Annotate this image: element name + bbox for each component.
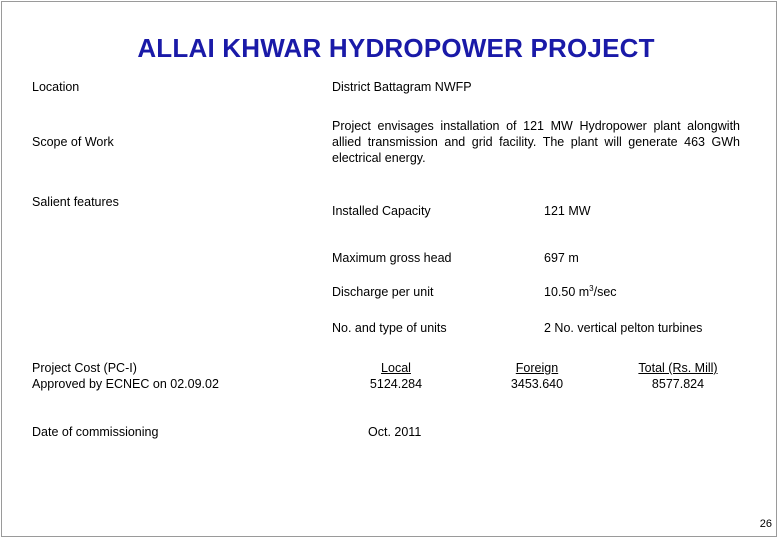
location-label: Location <box>32 80 80 94</box>
installed-capacity-value: 121 MW <box>544 204 591 218</box>
gross-head-label: Maximum gross head <box>332 251 452 265</box>
installed-capacity-label: Installed Capacity <box>332 204 431 218</box>
cost-foreign-heading: Foreign <box>515 361 559 375</box>
page-number: 26 <box>759 518 772 530</box>
discharge-value <box>544 284 617 300</box>
commissioning-label: Date of commissioning <box>32 425 159 439</box>
discharge-label: Discharge per unit <box>332 285 434 299</box>
cost-foreign-value: 3453.640 <box>510 377 564 391</box>
cost-local-heading: Local <box>381 361 411 375</box>
units-label: No. and type of units <box>332 321 447 335</box>
salient-label: Salient features <box>32 195 119 209</box>
discharge-value-superscript: 3 <box>589 283 594 293</box>
discharge-value-unit: /sec <box>593 285 617 299</box>
commissioning-value: Oct. 2011 <box>368 425 422 439</box>
cost-total-value: 8577.824 <box>651 377 705 391</box>
scope-label: Scope of Work <box>32 135 114 149</box>
cost-local-value: 5124.284 <box>369 377 423 391</box>
units-value: 2 No. vertical pelton turbines <box>544 321 703 335</box>
cost-total-heading: Total (Rs. Mill) <box>638 361 718 375</box>
gross-head-value: 697 m <box>544 251 579 265</box>
page-title: ALLAI KHWAR HYDROPOWER PROJECT <box>137 33 655 63</box>
scope-value: Project envisages installation of 121 MW Hydropower plant alongwith allied transmission and grid facility. The plant will generate 463 GWh electrical energy. <box>332 119 740 165</box>
discharge-value-main: 10.50 m <box>544 285 590 299</box>
cost-label-line1: Project Cost (PC-I) <box>32 361 137 375</box>
location-value: District Battagram NWFP <box>332 80 472 94</box>
cost-label-line2: Approved by ECNEC on 02.09.02 <box>32 377 219 391</box>
